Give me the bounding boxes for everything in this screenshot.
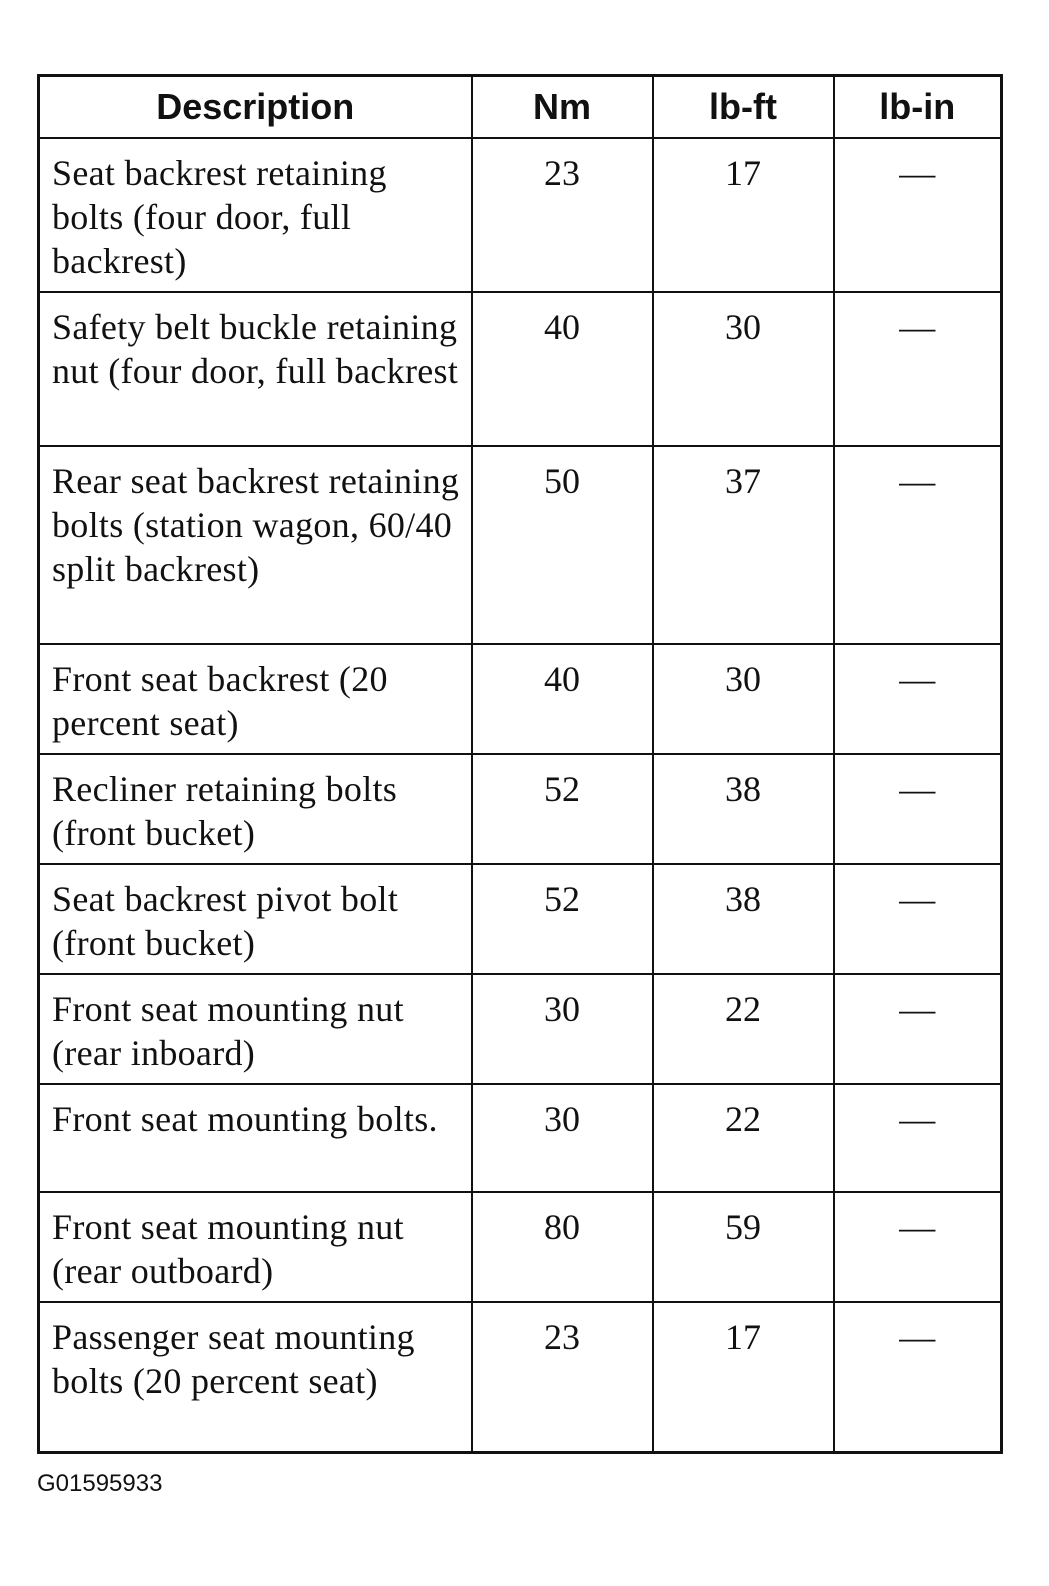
table-row — [39, 644, 1002, 754]
row-lb-in: — — [834, 644, 1002, 754]
row-nm: 50 — [472, 446, 653, 644]
row-lb-ft: 17 — [653, 1302, 834, 1452]
figure-id: G01595933 — [37, 1470, 163, 1497]
row-lb-ft: 22 — [653, 974, 834, 1084]
table-row — [39, 1302, 1002, 1452]
row-nm: 52 — [472, 864, 653, 974]
row-nm: 40 — [472, 644, 653, 754]
table-row — [39, 974, 1002, 1084]
row-lb-ft: 59 — [653, 1192, 834, 1302]
row-description: Recliner retaining bolts (front bucket) — [39, 754, 472, 864]
row-nm: 23 — [472, 138, 653, 292]
row-nm: 30 — [472, 1084, 653, 1192]
row-lb-ft: 37 — [653, 446, 834, 644]
row-lb-ft: 22 — [653, 1084, 834, 1192]
row-lb-in: — — [834, 292, 1002, 446]
row-description: Front seat mounting bolts. — [39, 1084, 472, 1192]
row-lb-in: — — [834, 446, 1002, 644]
row-description: Front seat backrest (20 percent seat) — [39, 644, 472, 754]
table-row — [39, 446, 1002, 644]
table-row — [39, 292, 1002, 446]
row-description: Seat backrest retaining bolts (four door, full backrest) — [39, 138, 472, 292]
row-lb-ft: 30 — [653, 292, 834, 446]
row-nm: 30 — [472, 974, 653, 1084]
row-lb-ft: 17 — [653, 138, 834, 292]
row-description: Passenger seat mounting bolts (20 percent seat) — [39, 1302, 472, 1452]
row-nm: 80 — [472, 1192, 653, 1302]
row-description: Front seat mounting nut (rear inboard) — [39, 974, 472, 1084]
row-lb-in: — — [834, 1192, 1002, 1302]
header-lb-in: lb-in — [834, 76, 1002, 139]
table-row — [39, 1192, 1002, 1302]
row-lb-in: — — [834, 754, 1002, 864]
table-header-row — [39, 76, 1002, 139]
row-nm: 23 — [472, 1302, 653, 1452]
header-lb-ft: lb-ft — [653, 76, 834, 139]
row-lb-ft: 38 — [653, 864, 834, 974]
row-description: Front seat mounting nut (rear outboard) — [39, 1192, 472, 1302]
row-description: Safety belt buckle retaining nut (four door, full backrest — [39, 292, 472, 446]
header-description: Description — [39, 76, 472, 139]
row-lb-ft: 38 — [653, 754, 834, 864]
header-nm: Nm — [472, 76, 653, 139]
row-lb-in: — — [834, 974, 1002, 1084]
row-nm: 52 — [472, 754, 653, 864]
row-description: Seat backrest pivot bolt (front bucket) — [39, 864, 472, 974]
row-description: Rear seat backrest retaining bolts (station wagon, 60/40 split backrest) — [39, 446, 472, 644]
row-nm: 40 — [472, 292, 653, 446]
table-row — [39, 754, 1002, 864]
row-lb-ft: 30 — [653, 644, 834, 754]
table-row — [39, 1084, 1002, 1192]
row-lb-in: — — [834, 1084, 1002, 1192]
row-lb-in: — — [834, 864, 1002, 974]
row-lb-in: — — [834, 138, 1002, 292]
table-row — [39, 138, 1002, 292]
table-row — [39, 864, 1002, 974]
row-lb-in: — — [834, 1302, 1002, 1452]
torque-spec-table — [37, 74, 1003, 1454]
